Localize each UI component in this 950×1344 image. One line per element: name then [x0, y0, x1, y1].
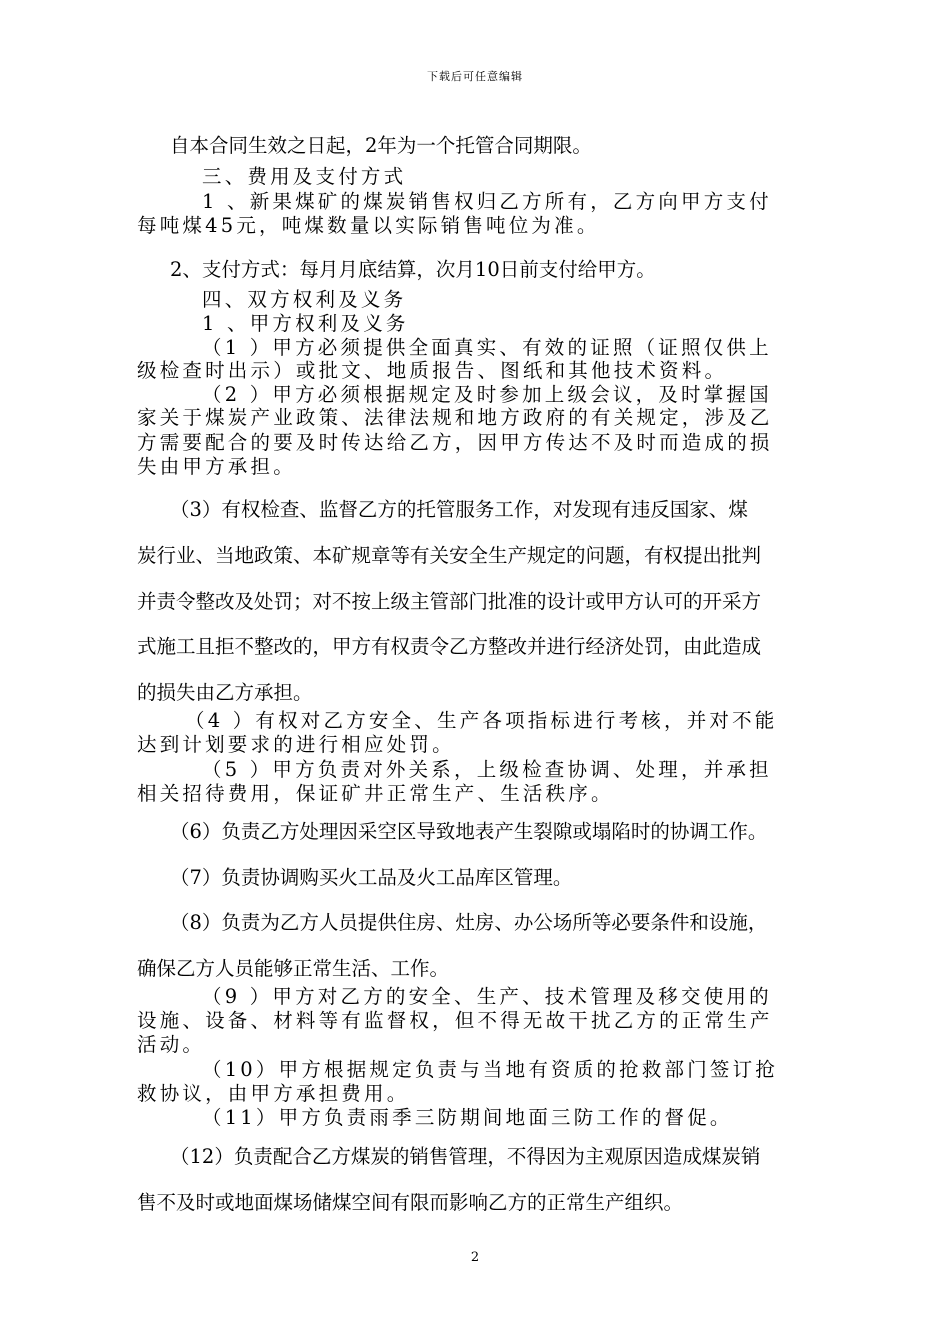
text-line: 级检查时出示）或批文、地质报告、图纸和其他技术资料。	[137, 359, 728, 382]
text-line: （12）负责配合乙方煤炭的销售管理，不得因为主观原因造成煤炭销	[170, 1145, 761, 1168]
text-line: （7）负责协调购买火工品及火工品库区管理。	[170, 866, 573, 889]
text-line: 式施工且拒不整改的，甲方有权责令乙方整改并进行经济处罚，由此造成	[137, 635, 762, 658]
text-line: 并责令整改及处罚；对不按上级主管部门批准的设计或甲方认可的开采方	[137, 590, 762, 613]
text-line: 2、支付方式：每月月底结算，次月10日前支付给甲方。	[170, 258, 656, 281]
text-line: 活动。	[137, 1033, 206, 1056]
text-line: 失由甲方承担。	[137, 455, 296, 478]
text-line: （1 ）甲方必须提供全面真实、有效的证照（证照仅供上	[202, 336, 772, 359]
text-line: 设施、设备、材料等有监督权，但不得无故干扰乙方的正常生产	[137, 1009, 773, 1032]
text-line: （6）负责乙方处理因采空区导致地表产生裂隙或塌陷时的协调工作。	[170, 820, 768, 843]
text-line: 确保乙方人员能够正常生活、工作。	[137, 957, 450, 980]
text-line: 售不及时或地面煤场储煤空间有限而影响乙方的正常生产组织。	[137, 1191, 684, 1214]
subsection-heading: 1 、甲方权利及义务	[202, 312, 409, 335]
section-heading: 四、双方权利及义务	[202, 288, 407, 311]
text-line: 每吨煤45元，吨煤数量以实际销售吨位为准。	[137, 214, 600, 237]
text-line: （8）负责为乙方人员提供住房、灶房、办公场所等必要条件和设施，	[170, 911, 768, 934]
text-line: 炭行业、当地政策、本矿规章等有关安全生产规定的问题，有权提出批判	[137, 544, 762, 567]
text-line: （5 ）甲方负责对外关系，上级检查协调、处理，并承担	[202, 758, 772, 781]
text-line: （11）甲方负责雨季三防期间地面三防工作的督促。	[202, 1106, 733, 1129]
text-line: 家关于煤炭产业政策、法律法规和地方政府的有关规定，涉及乙	[137, 406, 773, 429]
text-line: 1 、新果煤矿的煤炭销售权归乙方所有，乙方向甲方支付	[202, 190, 772, 213]
text-line: （10）甲方根据规定负责与当地有资质的抢救部门签订抢	[202, 1058, 779, 1081]
page-header: 下载后可任意编辑	[427, 70, 523, 83]
text-line: 达到计划要求的进行相应处罚。	[137, 733, 455, 756]
text-line: 救协议，由甲方承担费用。	[137, 1082, 410, 1105]
text-line: 的损失由乙方承担。	[137, 681, 313, 704]
text-line: （2 ）甲方必须根据规定及时参加上级会议，及时掌握国	[202, 383, 772, 406]
text-line: （3）有权检查、监督乙方的托管服务工作，对发现有违反国家、煤	[170, 498, 748, 521]
text-line: 相关招待费用，保证矿井正常生产、生活秩序。	[137, 782, 614, 805]
page-number: 2	[470, 1250, 480, 1265]
section-heading: 三、费用及支付方式	[202, 165, 407, 188]
text-line: （4 ）有权对乙方安全、生产各项指标进行考核，并对不能	[185, 709, 778, 732]
text-line: （9 ）甲方对乙方的安全、生产、技术管理及移交使用的	[202, 985, 772, 1008]
text-line: 自本合同生效之日起，2年为一个托管合同期限。	[170, 134, 592, 157]
text-line: 方需要配合的要及时传达给乙方，因甲方传达不及时而造成的损	[137, 431, 773, 454]
